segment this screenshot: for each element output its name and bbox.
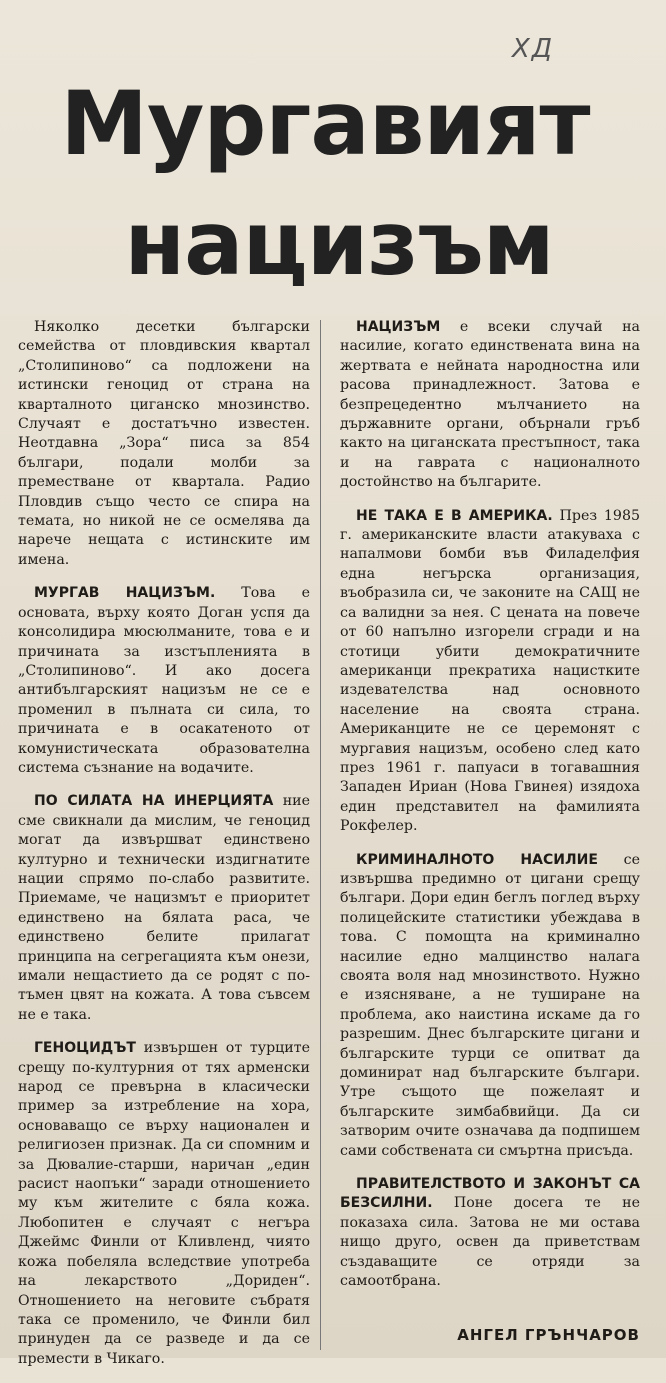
paragraph-lead: КРИМИНАЛНОТО НАСИЛИЕ — [356, 851, 598, 868]
left-column — [18, 318, 310, 1383]
paragraph-lead: МУРГАВ НАЦИЗЪМ. — [34, 585, 216, 602]
paragraph: НЕ ТАКА Е В АМЕРИКА. През 1985 г. американските власти атакуваха с напалмови бомби във Филаделфия една негърска организация, въобразила си, че законите на САЩ не са валидни за нея. С цената на повече от 60 напълно изгорели сгради и на стотици убити демократичните американци прекратиха нацистките издевателства над основното население на своята страна. Американците не се церемонят с мургавия нацизъм, особено след като през 1961 г. папуаси в тогавашния Западен Ириан (Нова Гвинея) изядоха един представител на фамилията Рокфелер. — [340, 507, 641, 835]
author-byline: АНГЕЛ ГРЪНЧАРОВ — [457, 1326, 640, 1344]
paragraph-lead: ПРАВИТЕЛСТВОТО И ЗАКОНЪТ СА БЕЗСИЛНИ. — [340, 1176, 640, 1212]
paragraph-lead: НЕ ТАКА Е В АМЕРИКА. — [356, 507, 553, 524]
paragraph-lead: ПО СИЛАТА НА ИНЕРЦИЯТА — [34, 793, 274, 810]
paragraph: ГЕНОЦИДЪТ извършен от турците срещу по-културния от тях арменски народ се превърна в класически пример за изтребление на хора, основаващо се върху национален и религиозен признак. Да си спомним и за Дювалие-старши, наричан „един расист наопъки“ заради отношението му към жителите с бяла кожа. Любопитен е случаят с негъра Джеймс Финли от Кливленд, чиято кожа побеляла вследствие употреба на лекарството „Дориден“. Отношението на неговите събратя така се променило, че Финли бил принуден да се разведе и да се премести в Чикаго. — [18, 1040, 310, 1367]
paragraph: ПО СИЛАТА НА ИНЕРЦИЯТА ние сме свикнали да мислим, че геноцид могат да извършват единствено културно и технически издигнатите нации спрямо по-слабо развитите. Приемаме, че нацизмът е приоритет единствено на бялата раса, че единствено белите прилагат принципа на сегрегацията към онези, имали нещастието да се родят с по-тъмен цвят на кожата. А това съвсем не е така. — [18, 793, 310, 1023]
column-divider — [320, 320, 321, 1350]
paragraph-lead: ГЕНОЦИДЪТ — [34, 1040, 136, 1057]
paragraph: ПРАВИТЕЛСТВОТО И ЗАКОНЪТ СА БЕЗСИЛНИ. Поне досега те не показаха сила. Затова не ми остава нищо друго, освен да приветствам създаващите се отряди за самоотбрана. — [340, 1176, 640, 1290]
paragraph-lead: НАЦИЗЪМ — [356, 319, 441, 335]
paragraph: КРИМИНАЛНОТО НАСИЛИЕ се извършва предимно от цигани срещу българи. Дори един беглъ поглед върху полицейските статистики убеждава в това. С помощта на криминално насилие едно малцинство налага своята воля над мнозинството. Нужно е изясняване, а не туширане на проблема, ако наистина искаме да го разрешим. Днес българските цигани и българските турци се опитват да доминират над българските българи. Утре същото ще пожелаят и българските зимбабвийци. Да си затворим очите означава да подпишем сами собствената си смъртна присъда. — [340, 851, 640, 1159]
headline-line-2: нацизъм — [124, 192, 554, 295]
headline-line-1: Мургавият — [60, 72, 590, 175]
paragraph: Няколко десетки български семейства от пловдивския квартал „Столипиново“ са подложени на истински геноцид от страна на кварталното циганско мнозинство. Случаят е достатъчно известен. Неотдавна „Зора“ писа за 854 българи, подали молби за преместване от квартала. Радио Пловдив също често се спира на темата, но никой не се осмелява да нарече нещата с истинските им имена. — [18, 319, 310, 568]
right-column — [340, 318, 640, 1306]
handwritten-mark: ХД — [512, 34, 555, 64]
paragraph: МУРГАВ НАЦИЗЪМ. Това е основата, върху която Доган успя да консолидира мюсюлманите, това е и причината за изстъпленията в „Столипиново“. И ако досега антибългарският нацизъм не се е променил в пълната си сила, то причината е в осакатеното от комунистическата образователна система съзнание на водачите. — [18, 585, 310, 776]
paragraph: НАЦИЗЪМ е всеки случай на насилие, когато единствената вина на жертвата е нейната народностна или расова принадлежност. Затова е безпрецедентно мълчанието на държавните органи, обърнали гръб както на циганската престъпност, така и на гаврата с националното достойнство на българите. — [340, 319, 640, 491]
